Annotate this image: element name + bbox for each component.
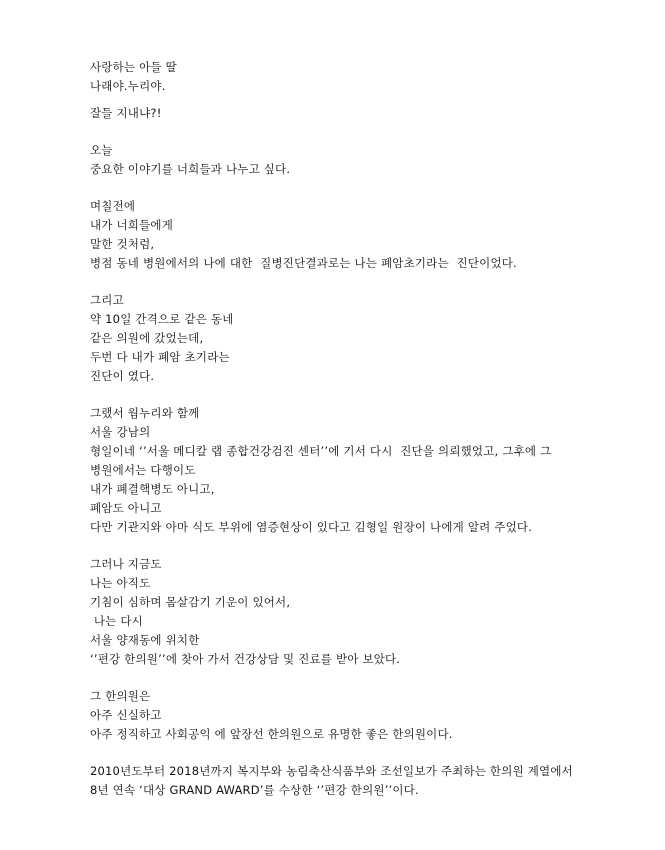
text-line: 아주 정직하고 사회공익 에 앞장선 한의원으로 유명한 좋은 한의원이다. <box>90 727 453 741</box>
text-line: 중요한 이야기를 너희들과 나누고 싶다. <box>90 162 291 176</box>
paragraph-today <box>90 141 625 179</box>
text-line: 말한 것처럼, <box>90 237 155 251</box>
text-line: 내가 너희들에게 <box>90 218 174 232</box>
text-line: 나래야.누리야. <box>90 79 166 93</box>
text-line: 아주 신실하고 <box>90 708 162 722</box>
text-line: 그 한의원은 <box>90 689 151 703</box>
text-line: 그랬서 웜누리와 함께 <box>90 406 200 420</box>
text-line: 병점 동네 병원에서의 나에 대한 질병진단결과로는 나는 폐암초기라는 진단이었다. <box>90 256 517 270</box>
text-line: 서울 강남의 <box>90 425 151 439</box>
text-line: 사랑하는 아들 딸 <box>90 60 177 74</box>
text-line: 그러나 지금도 <box>90 557 162 571</box>
paragraph-still-sick <box>90 555 625 669</box>
text-line: 서울 양재동에 위치한 <box>90 633 200 647</box>
paragraph-award <box>90 762 625 800</box>
text-line: 병원에서는 다행이도 <box>90 463 196 477</box>
text-line: 약 10일 간격으로 같은 동네 <box>90 312 234 326</box>
paragraph-diagnosis <box>90 197 625 273</box>
text-line: 폐암도 아니고 <box>90 501 162 515</box>
paragraph-seoul-checkup <box>90 404 625 537</box>
text-line: 오늘 <box>90 143 113 157</box>
paragraph-greeting <box>90 58 625 96</box>
text-line: 8년 연속 ‘대상 GRAND AWARD’를 수상한 ‘’편강 한의원’’이다. <box>90 783 419 797</box>
text-line: 진단이 였다. <box>90 369 155 383</box>
text-line: 다만 기관지와 아마 식도 부위에 염증현상이 있다고 김형일 원장이 나에게 알려 주었다. <box>90 520 533 534</box>
text-line: 나는 다시 <box>90 614 143 628</box>
paragraph-clinic <box>90 687 625 744</box>
text-line: 두번 다 내가 폐암 초기라는 <box>90 350 230 364</box>
text-line: ‘’편강 한의원’’에 찾아 가서 건강상담 및 진료를 받아 보았다. <box>90 652 401 666</box>
text-line: 나는 아직도 <box>90 576 151 590</box>
paragraph-question <box>90 104 625 123</box>
text-line: 그리고 <box>90 293 124 307</box>
text-line: 내가 폐결핵병도 아니고, <box>90 482 215 496</box>
paragraph-second-visit <box>90 291 625 386</box>
text-line: 2010년도부터 2018년까지 복지부와 농림축산식품부와 조선일보가 주최하는 한의원 계열에서 <box>90 764 573 778</box>
text-line: 형일이네 ‘’서울 메디칼 랩 종합건강검진 센터’’에 기서 다시 진단을 의뢰했었고, 그후에 그 <box>90 444 552 458</box>
text-line: 기침이 심하며 몸살감기 기운이 있어서, <box>90 595 291 609</box>
text-line: 며칠전에 <box>90 199 136 213</box>
text-line: 잘들 지내냐?! <box>90 106 162 120</box>
text-line: 같은 의원에 갔었는데, <box>90 331 204 345</box>
